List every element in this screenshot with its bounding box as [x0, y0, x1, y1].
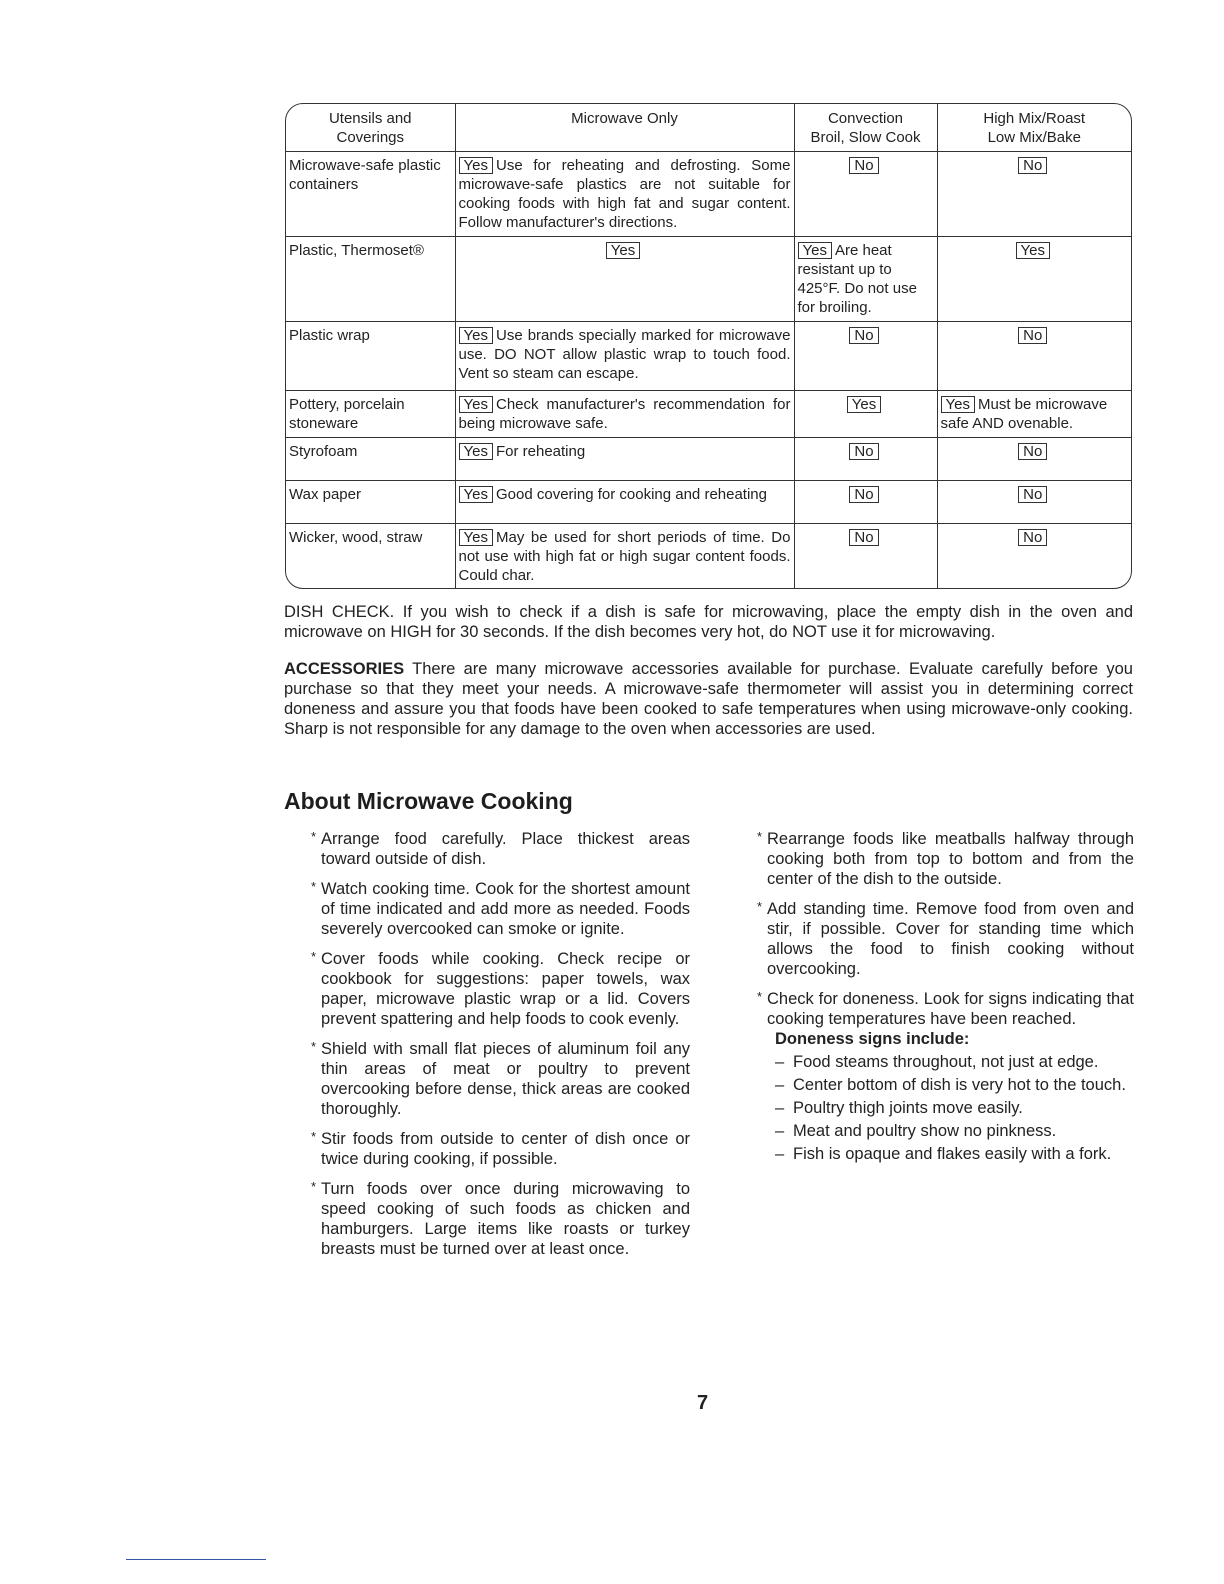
- convection-cell: [794, 391, 937, 438]
- badge: No: [849, 443, 878, 460]
- utensils-table: [286, 104, 1131, 589]
- mix-cell: Yes Must be microwave safe AND ovenable.: [937, 391, 1131, 438]
- table-row: [286, 152, 1131, 237]
- microwave-cell: Yes For reheating: [455, 438, 794, 481]
- doneness-title: Doneness signs include:: [775, 1030, 970, 1048]
- mix-cell: [937, 322, 1131, 391]
- list-item: * Check for doneness. Look for signs indicating that cooking temperatures have been reached.: [757, 989, 1134, 1028]
- doneness-sign: – Fish is opaque and flakes easily with a fork.: [775, 1145, 1112, 1163]
- list-item: * Stir foods from outside to center of dish once or twice during cooking, if possible.: [311, 1129, 690, 1168]
- badge: No: [1018, 486, 1047, 503]
- badge: Yes: [459, 486, 493, 503]
- badge: No: [1018, 157, 1047, 174]
- utensil-cell: Plastic wrap: [286, 322, 455, 391]
- header-microwave-only: Microwave Only: [455, 104, 794, 152]
- list-item: * Rearrange foods like meatballs halfway through cooking both from top to bottom and from the center of the dish to the outside.: [757, 829, 1134, 888]
- list-item: * Add standing time. Remove food from oven and stir, if possible. Cover for standing time which allows the food to finish cooking without overcooking.: [757, 899, 1134, 978]
- table-row: [286, 237, 1131, 322]
- accessories-label: ACCESSORIES: [284, 660, 405, 678]
- header-utensils: Utensils and Coverings: [286, 104, 455, 152]
- mix-cell: [937, 524, 1131, 590]
- badge: No: [849, 486, 878, 503]
- utensil-cell: Plastic, Thermoset®: [286, 237, 455, 322]
- badge: Yes: [941, 396, 975, 413]
- list-item: * Cover foods while cooking. Check recipe or cookbook for suggestions: paper towels, wax paper, microwave plastic wrap or a lid. Covers prevent spattering and help foods to cook evenly.: [311, 949, 690, 1028]
- microwave-cell: Yes Good covering for cooking and reheating: [455, 481, 794, 524]
- doneness-sign: – Center bottom of dish is very hot to the touch.: [775, 1076, 1126, 1094]
- microwave-cell: Yes May be used for short periods of time. Do not use with high fat or high sugar content foods. Could char.: [455, 524, 794, 590]
- badge: Yes: [459, 396, 493, 413]
- table-row: [286, 322, 1131, 391]
- microwave-cell: Yes Check manufacturer's recommendation for being microwave safe.: [455, 391, 794, 438]
- badge: No: [1018, 443, 1047, 460]
- badge: Yes: [459, 443, 493, 460]
- bottom-rule: [126, 1559, 266, 1560]
- badge: No: [849, 529, 878, 546]
- table-row: [286, 481, 1131, 524]
- table-header-row: [286, 104, 1131, 152]
- table-row: [286, 524, 1131, 590]
- mix-cell: [937, 481, 1131, 524]
- utensils-table-frame: [285, 103, 1132, 589]
- right-tips-list: [757, 829, 1134, 1167]
- microwave-cell: Yes Use brands specially marked for microwave use. DO NOT allow plastic wrap to touch food. Vent so steam can escape.: [455, 322, 794, 391]
- utensil-cell: Wicker, wood, straw: [286, 524, 455, 590]
- mix-cell: [937, 438, 1131, 481]
- accessories-paragraph: ACCESSORIES There are many microwave accessories available for purchase. Evaluate carefully before you purchase so that they meet your needs. A microwave-safe thermometer will assist you in determining correct doneness and assure you that foods have been cooked to safe temperatures when using microwave-only cooking. Sharp is not responsible for any damage to the oven when accessories are used.: [284, 660, 1133, 738]
- badge: Yes: [459, 529, 493, 546]
- badge: No: [1018, 529, 1047, 546]
- header-convection: Convection Broil, Slow Cook: [794, 104, 937, 152]
- convection-cell: [794, 438, 937, 481]
- badge: Yes: [847, 396, 881, 413]
- convection-cell: Yes Are heat resistant up to 425°F. Do not use for broiling.: [794, 237, 937, 322]
- convection-cell: [794, 152, 937, 237]
- badge: No: [849, 327, 878, 344]
- convection-cell: [794, 481, 937, 524]
- list-item: * Shield with small flat pieces of aluminum foil any thin areas of meat or poultry to prevent overcooking before dense, thick areas are cooked thoroughly.: [311, 1039, 690, 1118]
- mix-cell: [937, 152, 1131, 237]
- page-number: 7: [697, 1392, 709, 1414]
- badge: No: [849, 157, 878, 174]
- doneness-sign: – Meat and poultry show no pinkness.: [775, 1122, 1057, 1140]
- badge: No: [1018, 327, 1047, 344]
- badge: Yes: [1016, 242, 1050, 259]
- header-mix: High Mix/Roast Low Mix/Bake: [937, 104, 1131, 152]
- list-item: * Turn foods over once during microwaving to speed cooking of such foods as chicken and hamburgers. Large items like roasts or turkey breasts must be turned over at least once.: [311, 1179, 690, 1258]
- convection-cell: [794, 524, 937, 590]
- microwave-cell: [455, 237, 794, 322]
- badge: Yes: [459, 157, 493, 174]
- badge: Yes: [798, 242, 832, 259]
- utensil-cell: Pottery, porcelain stoneware: [286, 391, 455, 438]
- left-tips-list: [311, 829, 690, 1269]
- utensil-cell: Wax paper: [286, 481, 455, 524]
- list-item: * Arrange food carefully. Place thickest areas toward outside of dish.: [311, 829, 690, 868]
- convection-cell: [794, 322, 937, 391]
- utensil-cell: Styrofoam: [286, 438, 455, 481]
- mix-cell: [937, 237, 1131, 322]
- table-row: [286, 391, 1131, 438]
- microwave-cell: Yes Use for reheating and defrosting. Some microwave-safe plastics are not suitable for cooking foods with high fat and sugar content. Follow manufacturer's directions.: [455, 152, 794, 237]
- dish-check-paragraph: DISH CHECK. If you wish to check if a dish is safe for microwaving, place the empty dish in the oven and microwave on HIGH for 30 seconds. If the dish becomes very hot, do NOT use it for microwaving.: [284, 603, 1133, 641]
- section-title: About Microwave Cooking: [284, 788, 573, 814]
- badge: Yes: [606, 242, 640, 259]
- utensil-cell: Microwave-safe plastic containers: [286, 152, 455, 237]
- list-item: * Watch cooking time. Cook for the shortest amount of time indicated and add more as needed. Foods severely overcooked can smoke or ignite.: [311, 879, 690, 938]
- table-row: [286, 438, 1131, 481]
- doneness-sign: – Food steams throughout, not just at edge.: [775, 1053, 1099, 1071]
- badge: Yes: [459, 327, 493, 344]
- doneness-sign: – Poultry thigh joints move easily.: [775, 1099, 1023, 1117]
